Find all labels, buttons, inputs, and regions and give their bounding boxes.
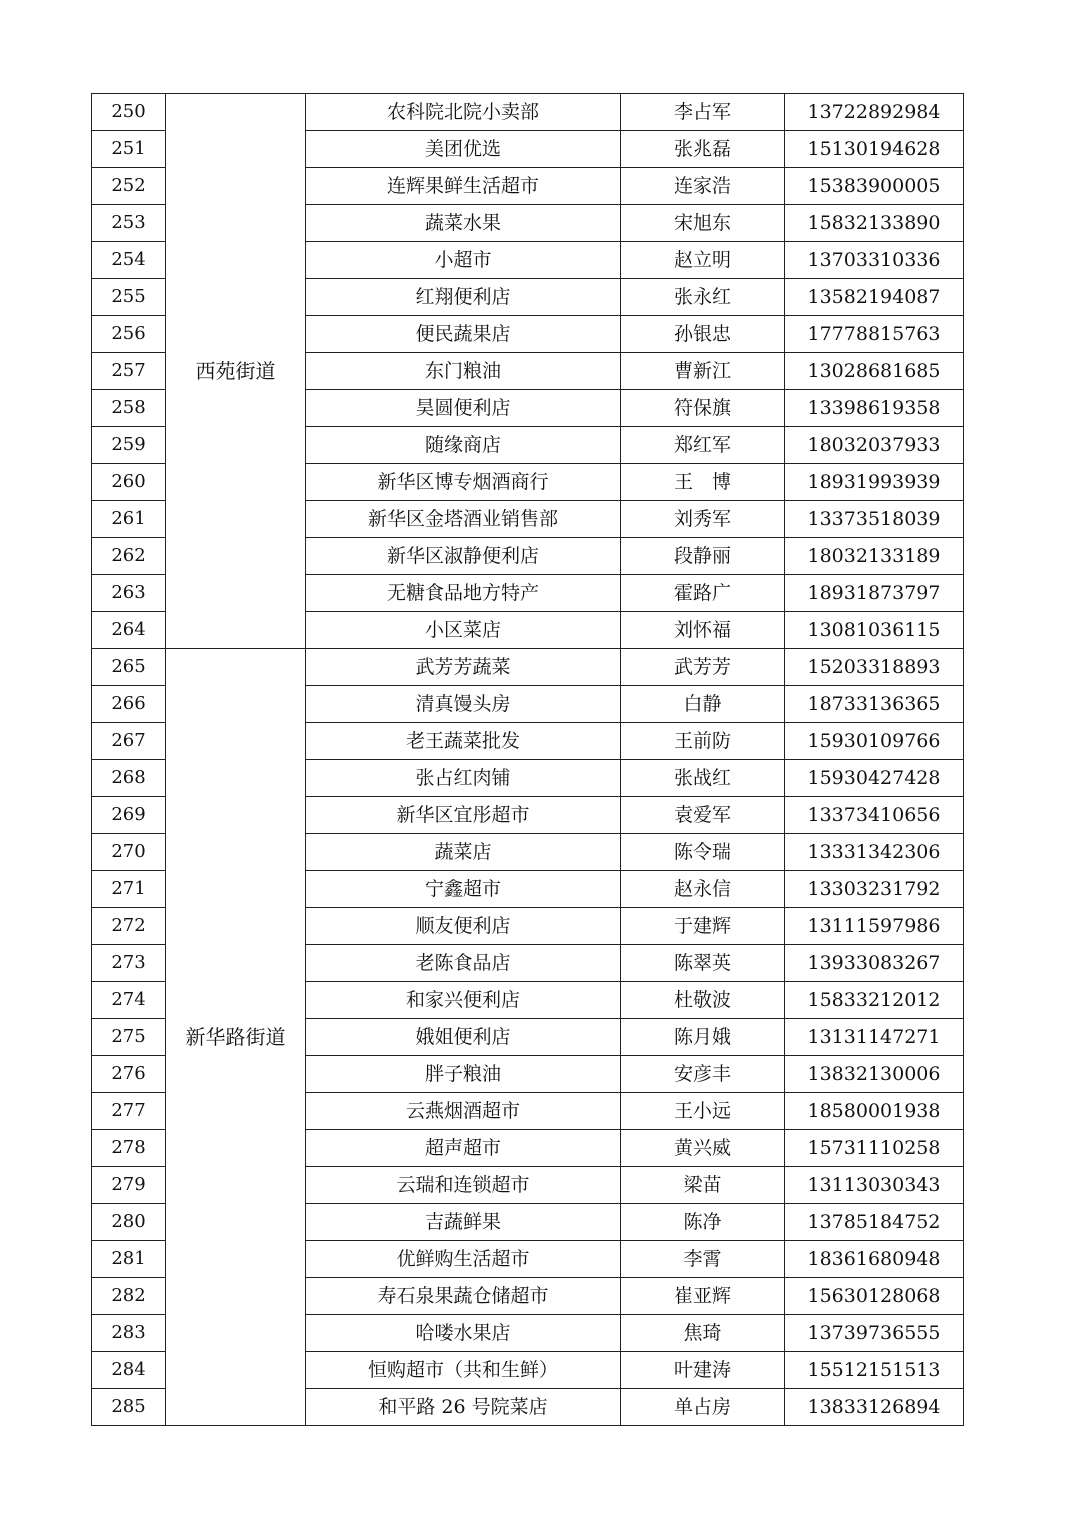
shop-name-cell: 蔬菜店 (306, 834, 621, 871)
contact-person-cell: 安彦丰 (621, 1056, 785, 1093)
row-number-cell: 261 (92, 501, 166, 538)
phone-number-cell: 18931873797 (785, 575, 964, 612)
phone-number-cell: 13832130006 (785, 1056, 964, 1093)
row-number-cell: 281 (92, 1241, 166, 1278)
row-number-cell: 262 (92, 538, 166, 575)
shop-name-cell: 优鲜购生活超市 (306, 1241, 621, 1278)
district-cell: 新华路街道 (166, 649, 306, 1426)
row-number-cell: 276 (92, 1056, 166, 1093)
table-row (92, 94, 964, 131)
contact-person-cell: 陈月娥 (621, 1019, 785, 1056)
contact-person-cell: 李霄 (621, 1241, 785, 1278)
phone-number-cell: 13111597986 (785, 908, 964, 945)
contact-person-cell: 刘怀福 (621, 612, 785, 649)
row-number-cell: 280 (92, 1204, 166, 1241)
shop-name-cell: 新华区淑静便利店 (306, 538, 621, 575)
shop-name-cell: 云燕烟酒超市 (306, 1093, 621, 1130)
phone-number-cell: 15512151513 (785, 1352, 964, 1389)
table-body (92, 94, 964, 1426)
phone-number-cell: 13373518039 (785, 501, 964, 538)
phone-number-cell: 15930427428 (785, 760, 964, 797)
phone-number-cell: 15833212012 (785, 982, 964, 1019)
row-number-cell: 268 (92, 760, 166, 797)
row-number-cell: 258 (92, 390, 166, 427)
phone-number-cell: 17778815763 (785, 316, 964, 353)
contact-person-cell: 李占军 (621, 94, 785, 131)
shop-name-cell: 蔬菜水果 (306, 205, 621, 242)
row-number-cell: 250 (92, 94, 166, 131)
contact-person-cell: 连家浩 (621, 168, 785, 205)
contact-person-cell: 武芳芳 (621, 649, 785, 686)
row-number-cell: 251 (92, 131, 166, 168)
phone-number-cell: 13785184752 (785, 1204, 964, 1241)
shop-name-cell: 东门粮油 (306, 353, 621, 390)
shop-name-cell: 小超市 (306, 242, 621, 279)
contact-person-cell: 王 博 (621, 464, 785, 501)
shop-name-cell: 便民蔬果店 (306, 316, 621, 353)
shop-name-cell: 武芳芳蔬菜 (306, 649, 621, 686)
contact-person-cell: 梁苗 (621, 1167, 785, 1204)
row-number-cell: 263 (92, 575, 166, 612)
shop-name-cell: 胖子粮油 (306, 1056, 621, 1093)
shop-name-cell: 小区菜店 (306, 612, 621, 649)
contact-person-cell: 曹新江 (621, 353, 785, 390)
table-row (92, 649, 964, 686)
shop-name-cell: 红翔便利店 (306, 279, 621, 316)
shop-name-cell: 顺友便利店 (306, 908, 621, 945)
row-number-cell: 256 (92, 316, 166, 353)
phone-number-cell: 18032133189 (785, 538, 964, 575)
phone-number-cell: 18032037933 (785, 427, 964, 464)
row-number-cell: 277 (92, 1093, 166, 1130)
contact-person-cell: 崔亚辉 (621, 1278, 785, 1315)
row-number-cell: 257 (92, 353, 166, 390)
phone-number-cell: 13131147271 (785, 1019, 964, 1056)
shop-name-cell: 宁鑫超市 (306, 871, 621, 908)
contact-person-cell: 孙银忠 (621, 316, 785, 353)
contact-person-cell: 霍路广 (621, 575, 785, 612)
contact-person-cell: 叶建涛 (621, 1352, 785, 1389)
contact-person-cell: 焦琦 (621, 1315, 785, 1352)
phone-number-cell: 13933083267 (785, 945, 964, 982)
shop-name-cell: 昊圆便利店 (306, 390, 621, 427)
shop-name-cell: 和家兴便利店 (306, 982, 621, 1019)
contact-person-cell: 陈翠英 (621, 945, 785, 982)
phone-number-cell: 15731110258 (785, 1130, 964, 1167)
shop-name-cell: 云瑞和连锁超市 (306, 1167, 621, 1204)
row-number-cell: 259 (92, 427, 166, 464)
contact-person-cell: 单占房 (621, 1389, 785, 1426)
phone-number-cell: 13398619358 (785, 390, 964, 427)
shop-name-cell: 老陈食品店 (306, 945, 621, 982)
shop-name-cell: 农科院北院小卖部 (306, 94, 621, 131)
row-number-cell: 270 (92, 834, 166, 871)
shop-name-cell: 恒购超市（共和生鲜） (306, 1352, 621, 1389)
phone-number-cell: 18580001938 (785, 1093, 964, 1130)
shop-name-cell: 寿石泉果蔬仓储超市 (306, 1278, 621, 1315)
shop-name-cell: 新华区博专烟酒商行 (306, 464, 621, 501)
shop-name-cell: 娥姐便利店 (306, 1019, 621, 1056)
contact-person-cell: 于建辉 (621, 908, 785, 945)
shop-name-cell: 随缘商店 (306, 427, 621, 464)
row-number-cell: 274 (92, 982, 166, 1019)
phone-number-cell: 13582194087 (785, 279, 964, 316)
row-number-cell: 255 (92, 279, 166, 316)
phone-number-cell: 15383900005 (785, 168, 964, 205)
phone-number-cell: 13739736555 (785, 1315, 964, 1352)
phone-number-cell: 13722892984 (785, 94, 964, 131)
shop-name-cell: 清真馒头房 (306, 686, 621, 723)
contact-person-cell: 郑红军 (621, 427, 785, 464)
shop-name-cell: 老王蔬菜批发 (306, 723, 621, 760)
phone-number-cell: 18733136365 (785, 686, 964, 723)
phone-number-cell: 13331342306 (785, 834, 964, 871)
phone-number-cell: 15832133890 (785, 205, 964, 242)
contact-person-cell: 王小远 (621, 1093, 785, 1130)
contact-person-cell: 王前防 (621, 723, 785, 760)
row-number-cell: 284 (92, 1352, 166, 1389)
shop-name-cell: 和平路 26 号院菜店 (306, 1389, 621, 1426)
shop-name-cell: 连辉果鲜生活超市 (306, 168, 621, 205)
phone-number-cell: 13703310336 (785, 242, 964, 279)
row-number-cell: 266 (92, 686, 166, 723)
contact-person-cell: 张永红 (621, 279, 785, 316)
phone-number-cell: 13373410656 (785, 797, 964, 834)
phone-number-cell: 18931993939 (785, 464, 964, 501)
phone-number-cell: 13113030343 (785, 1167, 964, 1204)
contact-person-cell: 陈令瑞 (621, 834, 785, 871)
row-number-cell: 278 (92, 1130, 166, 1167)
shop-name-cell: 美团优选 (306, 131, 621, 168)
row-number-cell: 272 (92, 908, 166, 945)
contact-person-cell: 赵立明 (621, 242, 785, 279)
row-number-cell: 253 (92, 205, 166, 242)
contact-person-cell: 黄兴威 (621, 1130, 785, 1167)
phone-number-cell: 13833126894 (785, 1389, 964, 1426)
district-cell: 西苑街道 (166, 94, 306, 649)
row-number-cell: 252 (92, 168, 166, 205)
contact-person-cell: 赵永信 (621, 871, 785, 908)
row-number-cell: 254 (92, 242, 166, 279)
row-number-cell: 267 (92, 723, 166, 760)
phone-number-cell: 13303231792 (785, 871, 964, 908)
row-number-cell: 275 (92, 1019, 166, 1056)
row-number-cell: 265 (92, 649, 166, 686)
contact-person-cell: 陈净 (621, 1204, 785, 1241)
row-number-cell: 279 (92, 1167, 166, 1204)
contact-person-cell: 段静丽 (621, 538, 785, 575)
shop-name-cell: 新华区金塔酒业销售部 (306, 501, 621, 538)
shop-name-cell: 无糖食品地方特产 (306, 575, 621, 612)
contact-person-cell: 宋旭东 (621, 205, 785, 242)
shop-name-cell: 张占红肉铺 (306, 760, 621, 797)
phone-number-cell: 13028681685 (785, 353, 964, 390)
row-number-cell: 260 (92, 464, 166, 501)
row-number-cell: 271 (92, 871, 166, 908)
shop-name-cell: 哈喽水果店 (306, 1315, 621, 1352)
phone-number-cell: 15630128068 (785, 1278, 964, 1315)
row-number-cell: 283 (92, 1315, 166, 1352)
row-number-cell: 264 (92, 612, 166, 649)
shop-name-cell: 吉蔬鲜果 (306, 1204, 621, 1241)
contact-person-cell: 符保旗 (621, 390, 785, 427)
row-number-cell: 285 (92, 1389, 166, 1426)
store-list-table (91, 93, 964, 1426)
row-number-cell: 282 (92, 1278, 166, 1315)
phone-number-cell: 13081036115 (785, 612, 964, 649)
row-number-cell: 273 (92, 945, 166, 982)
shop-name-cell: 超声超市 (306, 1130, 621, 1167)
phone-number-cell: 15930109766 (785, 723, 964, 760)
shop-name-cell: 新华区宜彤超市 (306, 797, 621, 834)
contact-person-cell: 袁爱军 (621, 797, 785, 834)
phone-number-cell: 18361680948 (785, 1241, 964, 1278)
phone-number-cell: 15203318893 (785, 649, 964, 686)
row-number-cell: 269 (92, 797, 166, 834)
contact-person-cell: 杜敬波 (621, 982, 785, 1019)
contact-person-cell: 张兆磊 (621, 131, 785, 168)
contact-person-cell: 白静 (621, 686, 785, 723)
contact-person-cell: 张战红 (621, 760, 785, 797)
contact-person-cell: 刘秀军 (621, 501, 785, 538)
phone-number-cell: 15130194628 (785, 131, 964, 168)
